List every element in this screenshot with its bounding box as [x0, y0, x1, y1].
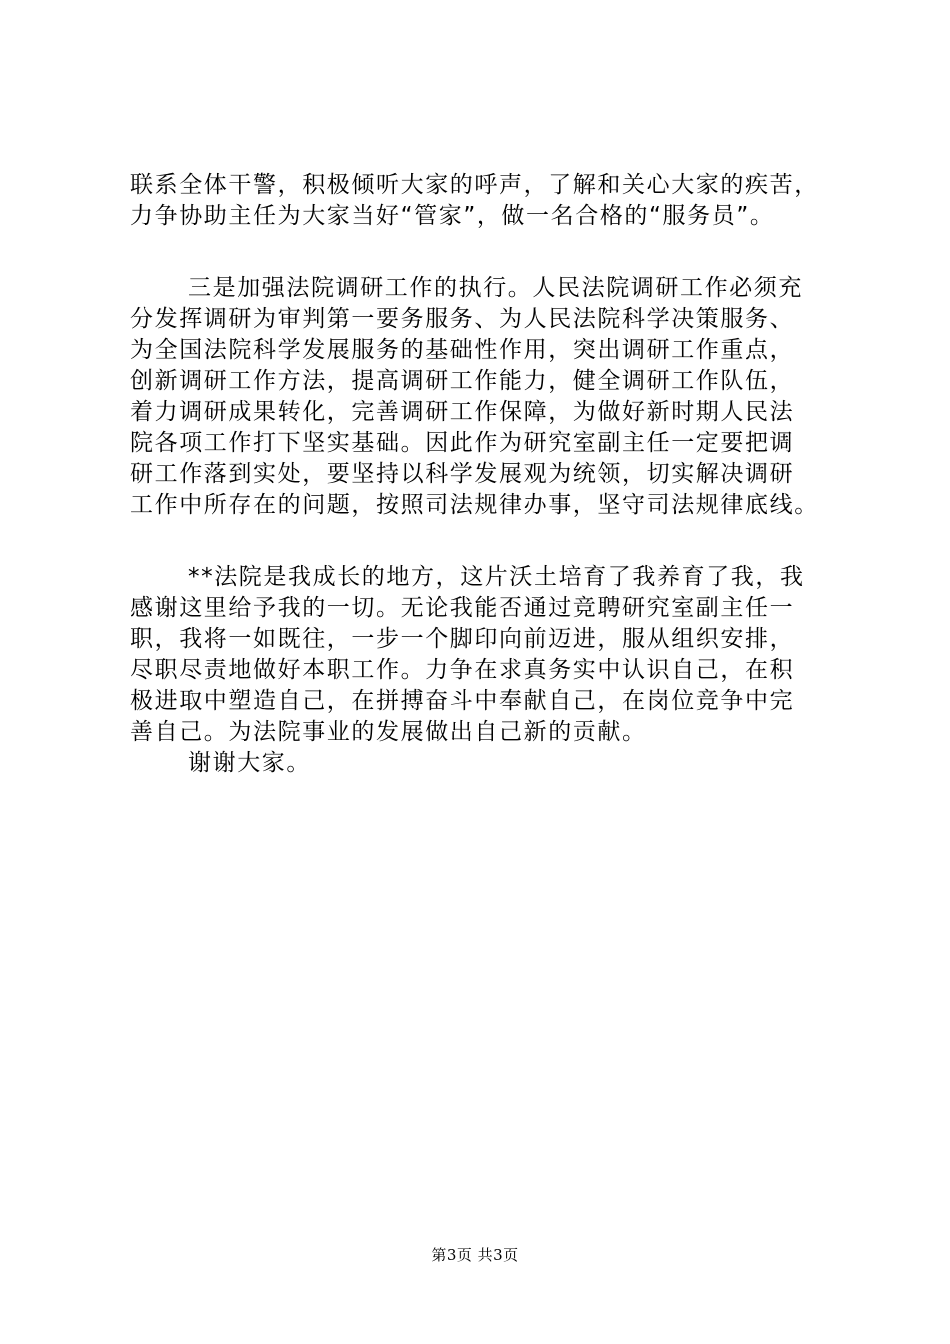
text-line: 院各项工作打下坚实基础。因此作为研究室副主任一定要把调 — [130, 430, 795, 456]
page-footer: 第3页 共3页 — [431, 1246, 519, 1264]
text-line: 工作中所存在的问题，按照司法规律办事，坚守司法规律底线。 — [130, 492, 819, 518]
paragraph-research — [130, 273, 830, 521]
text-line: 分发挥调研为审判第一要务服务、为人民法院科学决策服务、 — [130, 306, 795, 332]
text-line: 研工作落到实处，要坚持以科学发展观为统领，切实解决调研 — [130, 461, 795, 487]
text-line: 极进取中塑造自己，在拼搏奋斗中奉献自己，在岗位竞争中完 — [130, 688, 795, 714]
paragraph-spacer — [130, 232, 830, 273]
paragraph-closing — [130, 562, 830, 748]
paragraph-thanks — [130, 748, 830, 779]
text-line: 为全国法院科学发展服务的基础性作用，突出调研工作重点， — [130, 337, 795, 363]
text-line: 力争协助主任为大家当好“管家”，做一名合格的“服务员”。 — [130, 203, 775, 229]
text-line: 职，我将一如既往，一步一个脚印向前迈进，服从组织安排， — [130, 626, 795, 652]
paragraph-duties — [130, 170, 830, 232]
text-line: 感谢这里给予我的一切。无论我能否通过竞聘研究室副主任一 — [130, 595, 795, 621]
text-line: **法院是我成长的地方，这片沃土培育了我养育了我，我 — [188, 564, 805, 590]
text-line: 三是加强法院调研工作的执行。人民法院调研工作必须充 — [188, 275, 803, 301]
paragraph-spacer — [130, 521, 830, 562]
document-body — [130, 170, 830, 779]
text-line: 善自己。为法院事业的发展做出自己新的贡献。 — [130, 719, 647, 745]
text-line: 联系全体干警，积极倾听大家的呼声，了解和关心大家的疾苦， — [130, 172, 819, 198]
text-line: 谢谢大家。 — [188, 750, 311, 776]
text-line: 创新调研工作方法，提高调研工作能力，健全调研工作队伍， — [130, 368, 795, 394]
text-line: 着力调研成果转化，完善调研工作保障，为做好新时期人民法 — [130, 399, 795, 425]
text-line: 尽职尽责地做好本职工作。力争在求真务实中认识自己，在积 — [130, 657, 795, 683]
